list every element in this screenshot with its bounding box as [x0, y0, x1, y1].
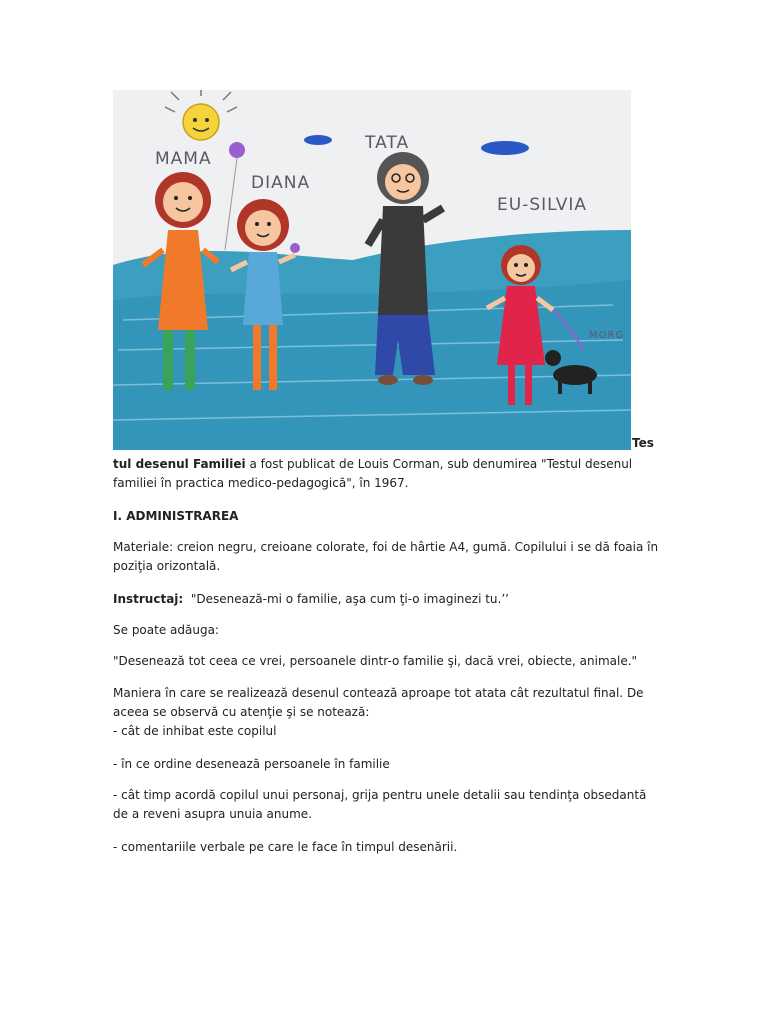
- materials-paragraph: Materiale: creion negru, creioane colorate, foi de hârtie A4, gumă. Copilului i se dă foaia în poziţia orizontală.: [113, 540, 659, 573]
- bullet-time: - cât timp acordă copilul unui personaj, grija pentru unele detalii sau tendinţa obsedantă de a reveni asupra unuia anume.: [113, 788, 647, 821]
- section-heading: I. ADMINISTRAREA: [113, 509, 239, 523]
- bullet-comments: - comentariile verbale pe care le face în timpul desenării.: [113, 840, 458, 854]
- intro-bold-part1: Tes: [632, 436, 654, 450]
- instruction-label: Instructaj:: [113, 592, 184, 606]
- label-mama: MAMA: [155, 149, 212, 169]
- manner-line1: Maniera în care se realizează desenul contează aproape tot atata cât rezultatul final. De aceea se observă cu atenţie şi se notează:: [113, 686, 644, 719]
- manner-line2: - cât de inhibat este copilul: [113, 724, 277, 738]
- intro-paragraph: [113, 455, 661, 493]
- manner-paragraph: [113, 684, 661, 741]
- instruction-paragraph: [113, 590, 661, 609]
- can-add-paragraph: Se poate adăuga:: [113, 623, 219, 637]
- label-dog: MORG: [589, 330, 625, 341]
- quote-paragraph: "Desenează tot ceea ce vrei, persoanele dintr-o familie şi, dacă vrei, obiecte, animale.": [113, 654, 638, 668]
- label-diana: DIANA: [251, 173, 311, 193]
- bullet-order: - în ce ordine desenează persoanele în familie: [113, 757, 390, 771]
- intro-bold-part2: tul desenul Familiei: [113, 457, 246, 471]
- instruction-text: "Desenează-mi o familie, aşa cum ţi-o imaginezi tu.’’: [183, 592, 509, 606]
- intro-rest: a fost publicat de Louis Corman, sub denumirea "Testul desenul familiei în practica medico-pedagogică", în 1967.: [113, 457, 633, 490]
- label-eu-silvia: EU-SILVIA: [497, 195, 587, 215]
- family-drawing-image: [113, 90, 631, 450]
- label-tata: TATA: [365, 133, 410, 153]
